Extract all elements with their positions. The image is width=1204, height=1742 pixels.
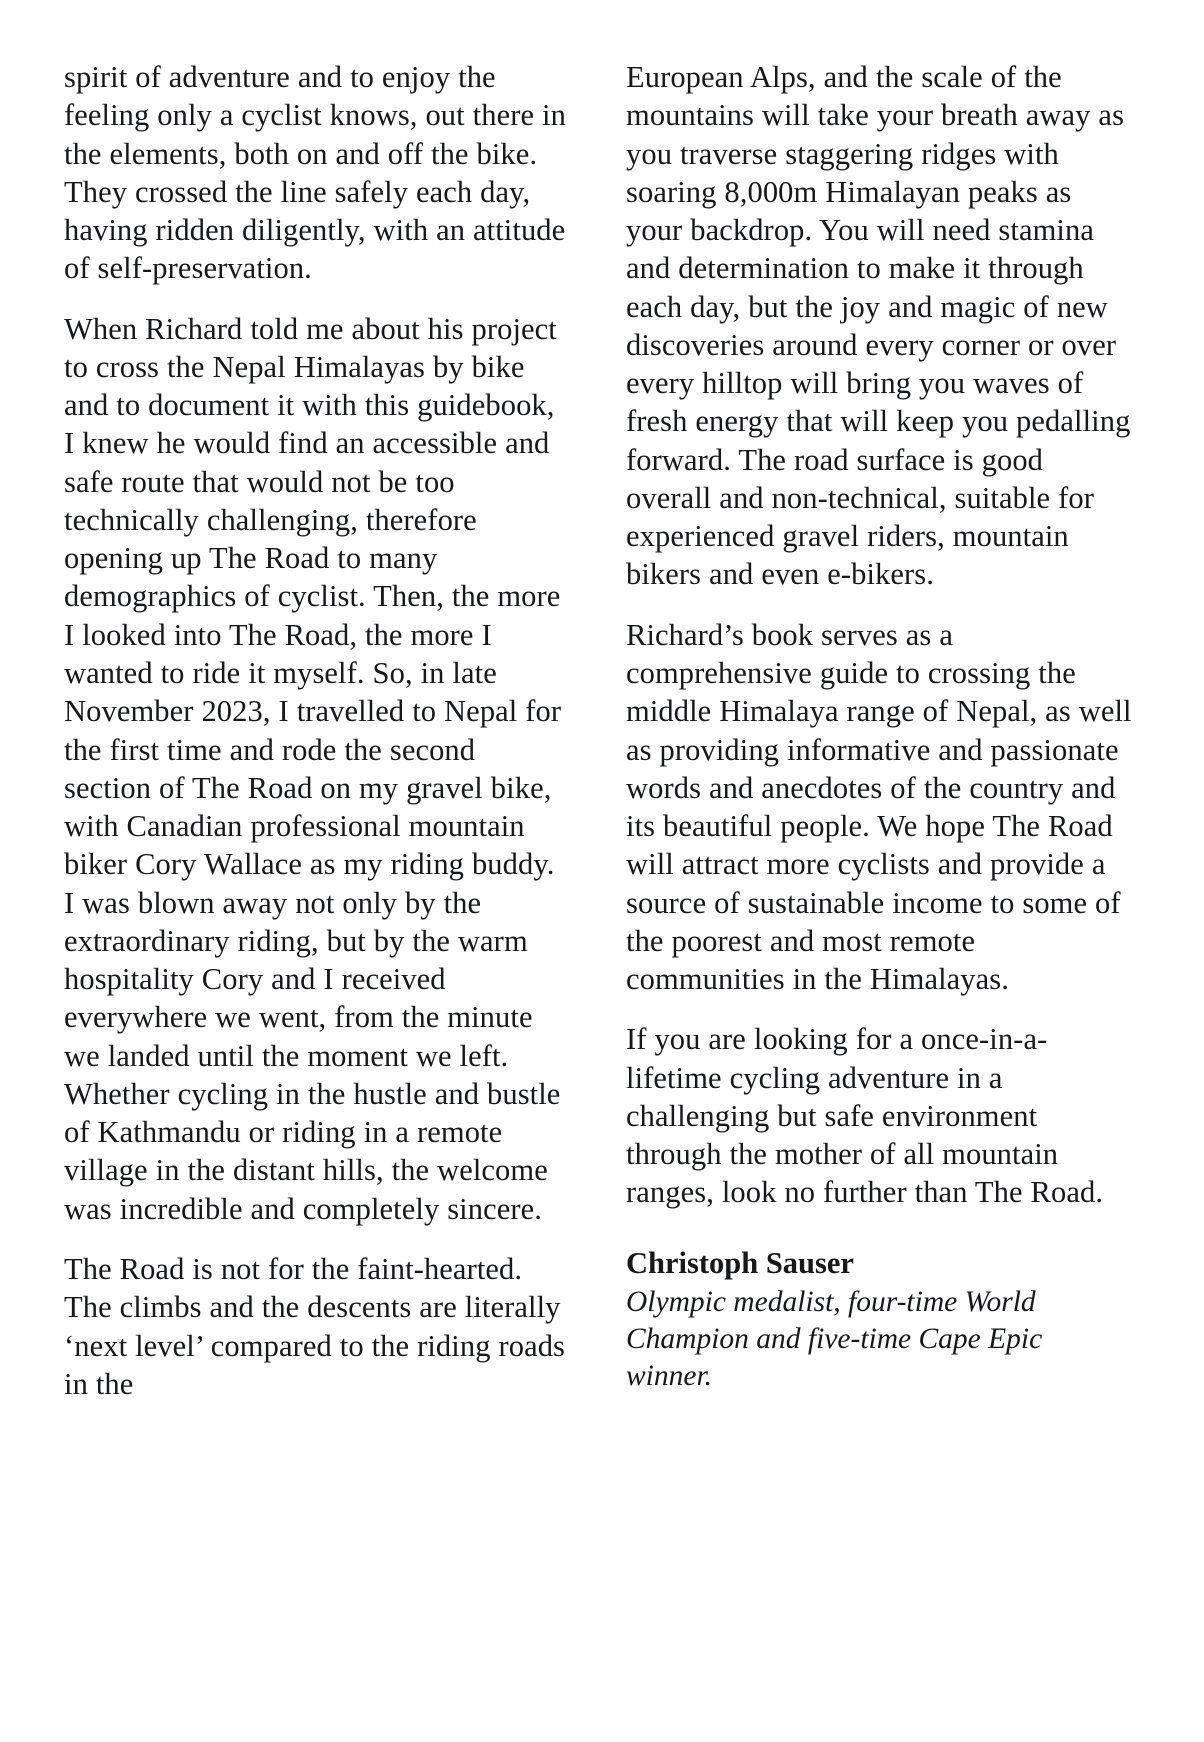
paragraph: If you are looking for a once-in-a-lifetime cycling adventure in a challenging but safe environment through the mother of all mountain ranges, look no further than The Road. bbox=[626, 1022, 1104, 1210]
paragraph: Richard’s book serves as a comprehensive guide to crossing the middle Himalaya range of Nepal, as well as providing informative and passionate words and anecdotes of the country and its beautiful people. We hope The Road will attract more cyclists and provide a source of sustainable income to some of the poorest and most remote communities in the Himalayas. bbox=[626, 617, 1132, 997]
paragraph: European Alps, and the scale of the mountains will take your breath away as you traverse staggering ridges with soaring 8,000m Himalayan peaks as your backdrop. You will need stamina and determination to make it through each day, but the joy and magic of new discoveries around every corner or over every hilltop will bring you waves of fresh energy that will keep you pedalling forward. The road surface is good overall and non-technical, suitable for experienced gravel riders, mountain bikers and even e-bikers. bbox=[626, 60, 1131, 592]
signature-title: Olympic medalist, four-time World Champion and five-time Cape Epic winner. bbox=[626, 1285, 1043, 1393]
left-column bbox=[64, 58, 570, 1702]
paragraph: When Richard told me about his project to cross the Nepal Himalayas by bike and to document it with this guidebook, I knew he would find an accessible and safe route that would not be too technically challenging, therefore opening up The Road to many demographics of cyclist. Then, the more I looked into The Road, the more I wanted to ride it myself. So, in late November 2023, I travelled to Nepal for the first time and rode the second section of The Road on my gravel bike, with Canadian professional mountain biker Cory Wallace as my riding buddy. I was blown away not only by the extraordinary riding, but by the warm hospitality Cory and I received everywhere we went, from the minute we landed until the moment we left. Whether cycling in the hustle and bustle of Kathmandu or riding in a remote village in the distant hills, the welcome was incredible and completely sincere. bbox=[64, 311, 562, 1226]
paragraph: spirit of adventure and to enjoy the feeling only a cyclist knows, out there in the elements, both on and off the bike. They crossed the line safely each day, having ridden diligently, with an attitude of self-preservation. bbox=[64, 60, 566, 286]
right-column bbox=[626, 58, 1132, 1702]
paragraph: The Road is not for the faint-hearted. The climbs and the descents are literally ‘next level’ compared to the riding roads in the bbox=[64, 1251, 566, 1401]
signature-name: Christoph Sauser bbox=[626, 1245, 854, 1280]
two-column-layout bbox=[64, 58, 1140, 1702]
signature-block bbox=[626, 1244, 1132, 1396]
